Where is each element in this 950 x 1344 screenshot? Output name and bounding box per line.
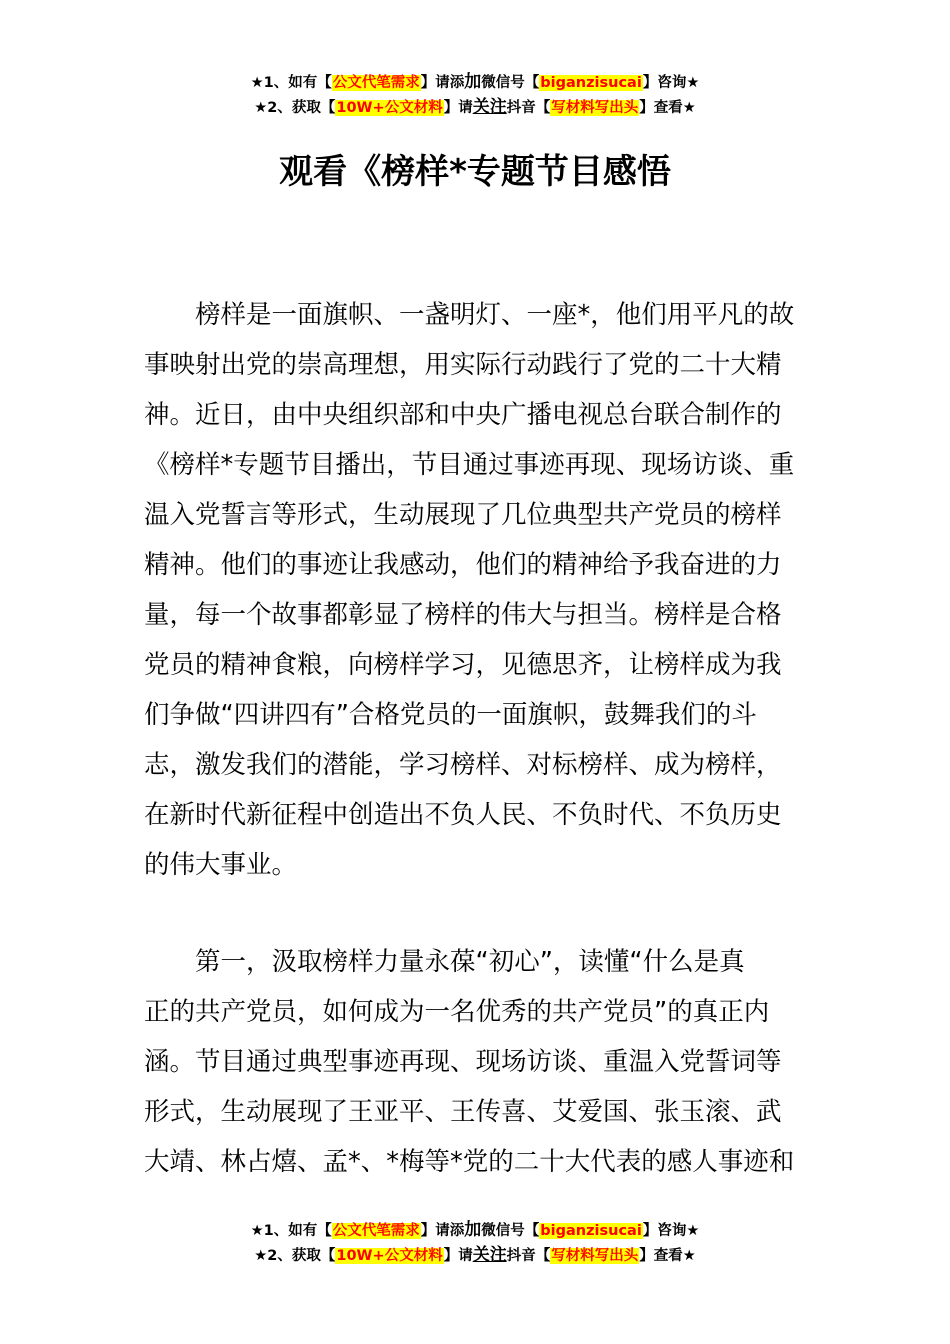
promo-line-1: ★1、如有【公文代笔需求】请添加微信号【biganzisucai】咨询★ [250,1220,700,1240]
text-line: 志，激发我们的潜能，学习榜样、对标榜样、成为榜样， [144,750,782,780]
text-line: 《榜样*专题节目播出，节目通过事迹再现、现场访谈、重 [144,450,795,480]
text-line: 事映射出党的崇高理想，用实际行动践行了党的二十大精 [144,350,782,380]
text-line: 正的共产党员，如何成为一名优秀的共产党员”的真正内 [144,997,770,1027]
promo-line-2: ★2、获取【10W+公文材料】请关注抖音【写材料写出头】查看★ [254,97,696,117]
text-line: 们争做“四讲四有”合格党员的一面旗帜，鼓舞我们的斗 [144,700,757,730]
promo-wechat-id: biganzisucai [540,1223,642,1239]
promo-highlight: 公文代笔需求 [332,75,420,91]
text-line: 党员的精神食粮，向榜样学习，见德思齐，让榜样成为我 [144,650,782,680]
promo-line-1: ★1、如有【公文代笔需求】请添加微信号【biganzisucai】咨询★ [250,72,700,92]
bottom-promo-banner [0,1218,950,1268]
text-line: 涵。节目通过典型事迹再现、现场访谈、重温入党誓词等 [144,1047,782,1077]
paragraph-1 [144,290,808,890]
promo-highlight: 公文代笔需求 [332,1223,420,1239]
text-line: 精神。他们的事迹让我感动，他们的精神给予我奋进的力 [144,550,782,580]
promo-line-2: ★2、获取【10W+公文材料】请关注抖音【写材料写出头】查看★ [254,1245,696,1265]
text-line: 大靖、林占熺、孟*、*梅等*党的二十大代表的感人事迹和 [144,1147,795,1177]
paragraph-2 [144,937,808,1187]
promo-douyin-name: 写材料写出头 [551,100,639,116]
text-line: 神。近日，由中央组织部和中央广播电视总台联合制作的 [144,400,782,430]
text-line: 量，每一个故事都彰显了榜样的伟大与担当。榜样是合格 [144,600,782,630]
document-title: 观看《榜样*专题节目感悟 [279,152,671,192]
promo-wechat-id: biganzisucai [540,75,642,91]
promo-douyin-name: 写材料写出头 [551,1248,639,1264]
text-line: 的伟大事业。 [144,850,298,880]
text-line: 榜样是一面旗帜、一盏明灯、一座*，他们用平凡的故 [144,300,795,330]
promo-highlight: 10W+公文材料 [336,100,443,116]
text-line: 第一，汲取榜样力量永葆“初心”，读懂“什么是真 [144,947,745,977]
text-line: 在新时代新征程中创造出不负人民、不负时代、不负历史 [144,800,782,830]
top-promo-banner [0,70,950,120]
promo-highlight: 10W+公文材料 [336,1248,443,1264]
text-line: 温入党誓言等形式，生动展现了几位典型共产党员的榜样 [144,500,782,530]
text-line: 形式，生动展现了王亚平、王传喜、艾爱国、张玉滚、武 [144,1097,782,1127]
